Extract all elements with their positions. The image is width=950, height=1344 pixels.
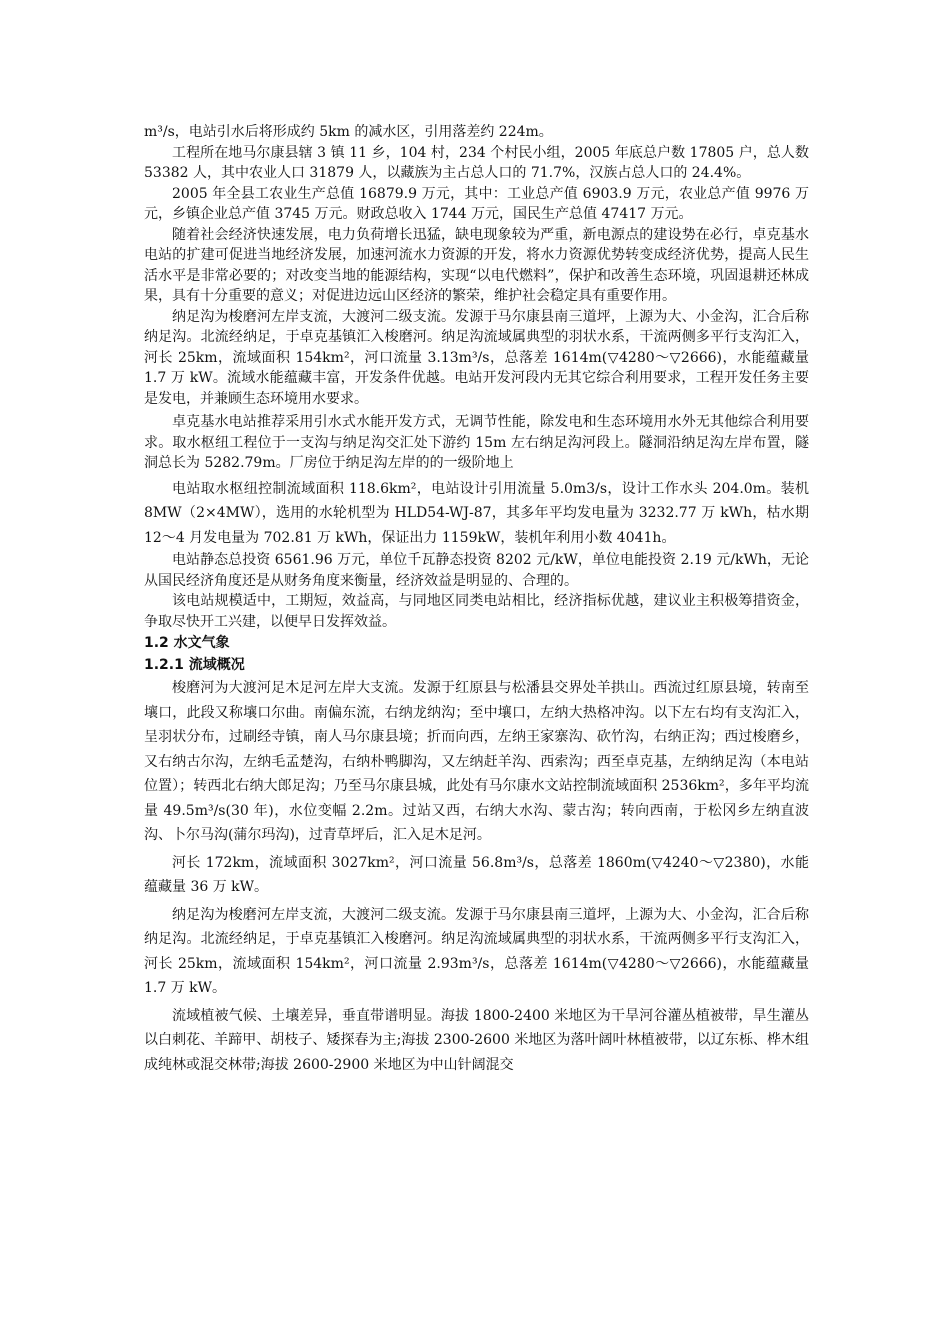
subsection-heading: 1.2.1 流域概况 xyxy=(144,657,245,673)
paragraph: 河长 172km，流域面积 3027km²，河口流量 56.8m³/s，总落差 1860m(▽4240～▽2380)，水能蕴藏量 36 万 kW。 xyxy=(144,854,809,895)
paragraph: m³/s，电站引水后将形成约 5km 的减水区，引用落差约 224m。 xyxy=(144,124,553,140)
paragraph: 该电站规模适中，工期短，效益高，与同地区同类电站相比，经济指标优越，建议业主积极筹措资金，争取尽快开工兴建，以便早日发挥效益。 xyxy=(144,593,809,630)
paragraph: 流域植被气候、土壤差异，垂直带谱明显。海拔 1800-2400 米地区为干旱河谷灌丛植被带，旱生灌丛以白刺花、羊蹄甲、胡枝子、矮探春为主;海拔 2300-2600 米地区为落叶阔叶林植被带，以辽东栎、桦木组成纯林或混交林带;海拔 2600-2900 米地区为中山针阔混交 xyxy=(144,1007,809,1073)
paragraph: 纳足沟为梭磨河左岸支流，大渡河二级支流。发源于马尔康县南三道坪，上源为大、小金沟，汇合后称纳足沟。北流经纳足，于卓克基镇汇入梭磨河。纳足沟流域属典型的羽状水系，干流两侧多平行支沟汇入，河长 25km，流域面积 154km²，河口流量 2.93m³/s，总落差 1614m(▽4280～▽2666)，水能蕴藏量 1.7 万 kW。 xyxy=(144,906,809,996)
paragraph: 随着社会经济快速发展，电力负荷增长迅猛，缺电现象较为严重，新电源点的建设势在必行，卓克基水电站的扩建可促进当地经济发展，加速河流水力资源的开发，将水力资源优势转变成经济优势，提高人民生活水平是非常必要的；对改变当地的能源结构，实现“以电代燃料”，保护和改善生态环境，巩固退耕还林成果，具有十分重要的意义；对促进边远山区经济的繁荣，维护社会稳定具有重要作用。 xyxy=(144,226,809,304)
document-page xyxy=(144,122,809,1077)
paragraph: 2005 年全县工农业生产总值 16879.9 万元，其中：工业总产值 6903.9 万元，农业总产值 9976 万元，乡镇企业总产值 3745 万元。财政总收入 1744 万元，国民生产总值 47417 万元。 xyxy=(144,185,809,222)
section-heading: 1.2 水文气象 xyxy=(144,635,230,651)
paragraph: 电站静态总投资 6561.96 万元，单位千瓦静态投资 8202 元/kW，单位电能投资 2.19 元/kWh，无论从国民经济角度还是从财务角度来衡量，经济效益是明显的、合理的。 xyxy=(144,552,809,589)
paragraph: 卓克基水电站推荐采用引水式水能开发方式，无调节性能，除发电和生态环境用水外无其他综合利用要求。取水枢纽工程位于一支沟与纳足沟交汇处下游约 15m 左右纳足沟河段上。隧洞沿纳足沟左岸布置，隧洞总长为 5282.79m。厂房位于纳足沟左岸的的一级阶地上 xyxy=(144,414,809,471)
paragraph: 电站取水枢纽控制流域面积 118.6km²，电站设计引用流量 5.0m3/s，设计工作水头 204.0m。装机 8MW（2×4MW），选用的水轮机型为 HLD54-WJ-87，其多年平均发电量为 3232.77 万 kWh，枯水期 12～4 月发电量为 702.81 万 kWh，保证出力 1159kW，装机年利用小数 4041h。 xyxy=(144,480,809,546)
paragraph: 纳足沟为梭磨河左岸支流，大渡河二级支流。发源于马尔康县南三道坪，上源为大、小金沟，汇合后称纳足沟。北流经纳足，于卓克基镇汇入梭磨河。纳足沟流域属典型的羽状水系，干流两侧多平行支沟汇入，河长 25km，流域面积 154km²，河口流量 3.13m³/s，总落差 1614m(▽4280～▽2666)，水能蕴藏量 1.7 万 kW。流域水能蕴藏丰富，开发条件优越。电站开发河段内无其它综合利用要求，工程开发任务主要是发电，并兼顾生态环境用水要求。 xyxy=(144,308,809,407)
paragraph: 梭磨河为大渡河足木足河左岸大支流。发源于红原县与松潘县交界处羊拱山。西流过红原县境，转南至壤口，此段又称壤口尔曲。南偏东流，右纳龙纳沟；至中壤口，左纳大热格冲沟。以下左右均有支沟汇入，呈羽状分布，过刷经寺镇，南人马尔康县境；折而向西，左纳王家寨沟、砍竹沟，右纳正沟；西过梭磨乡，又右纳古尔沟，左纳毛孟楚沟，右纳朴鸭脚沟，又左纳赶羊沟、西索沟；西至卓克基，左纳纳足沟（本电站位置）；转西北右纳大郎足沟；乃至马尔康县城，此处有马尔康水文站控制流域面积 2536km²，多年平均流量 49.5m³/s(30 年)，水位变幅 2.2m。过站又西，右纳大水沟、蒙古沟；转向西南，于松冈乡左纳直波沟、卜尔马沟(蒲尔玛沟)，过青草坪后，汇入足木足河。 xyxy=(144,680,809,843)
paragraph: 工程所在地马尔康县辖 3 镇 11 乡，104 村，234 个村民小组，2005 年底总户数 17805 户，总人数 53382 人，其中农业人口 31879 人，以藏族为主占总人口的 71.7%，汉族占总人口的 24.4%。 xyxy=(144,144,809,181)
